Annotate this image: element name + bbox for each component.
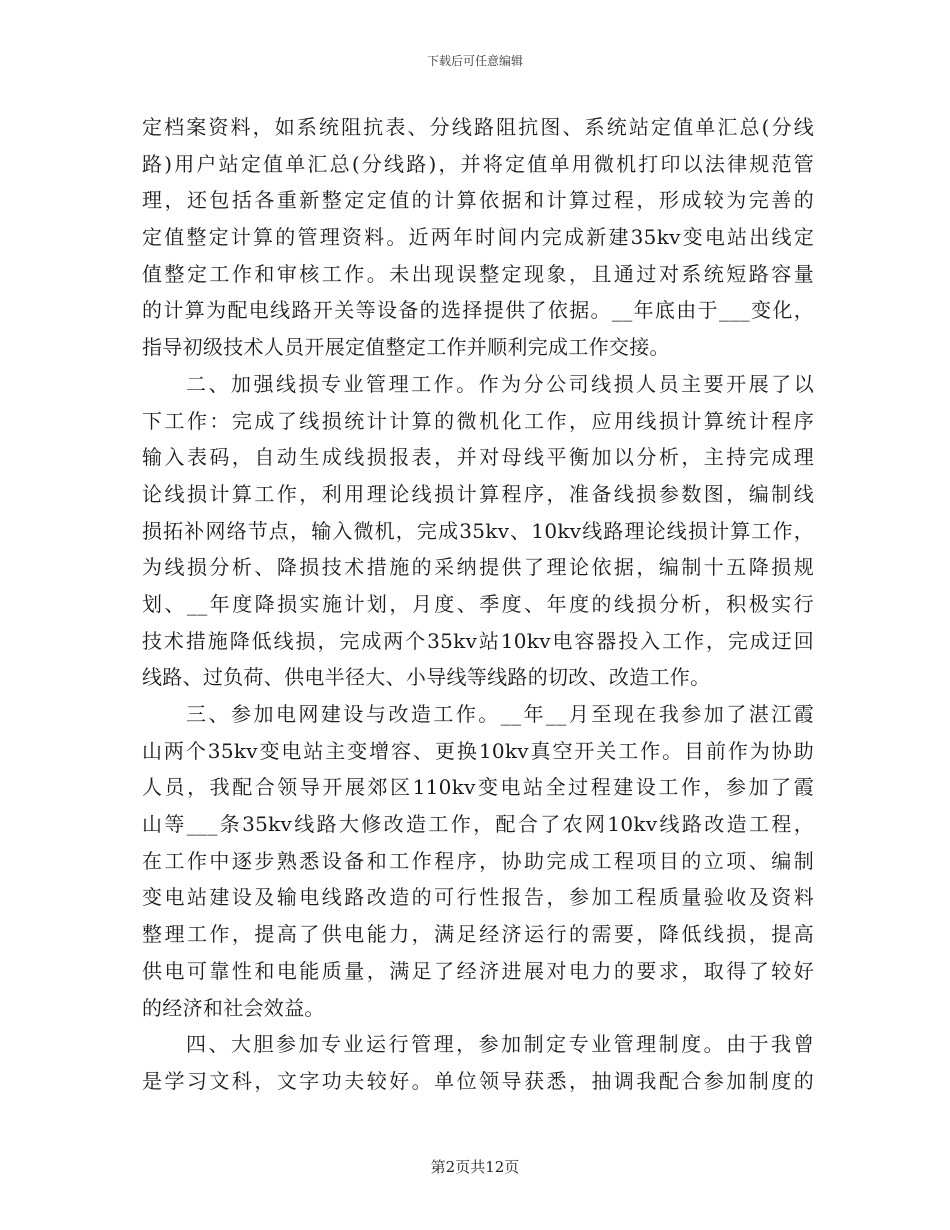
- text-line: 输入表码，自动生成线损报表，并对母线平衡加以分析，主持完成理: [142, 445, 814, 470]
- text-line: 划、__年度降损实施计划，月度、季度、年度的线损分析，积极实行: [142, 591, 814, 616]
- text-line: 的经济和社会效益。: [142, 995, 325, 1020]
- text-line: 定值整定计算的管理资料。近两年时间内完成新建35kv变电站出线定: [142, 225, 814, 250]
- paragraph-start-line: 四、大胆参加专业运行管理，参加制定专业管理制度。由于我曾: [186, 1032, 814, 1057]
- text-line: 值整定工作和审核工作。未出现误整定现象，且通过对系统短路容量: [142, 261, 814, 286]
- text-line: 是学习文科，文字功夫较好。单位领导获悉，抽调我配合参加制度的: [142, 1068, 814, 1093]
- text-line: 人员，我配合领导开展郊区110kv变电站全过程建设工作，参加了霞: [142, 775, 814, 800]
- paragraph-start-line: 二、加强线损专业管理工作。作为分公司线损人员主要开展了以: [186, 371, 814, 396]
- page-header: 下载后可任意编辑: [426, 54, 523, 68]
- text-line: 线路、过负荷、供电半径大、小导线等线路的切改、改造工作。: [142, 665, 711, 690]
- paragraph-start-line: 三、参加电网建设与改造工作。__年__月至现在我参加了湛江霞: [186, 702, 814, 726]
- text-line: 的计算为配电线路开关等设备的选择提供了依据。__年底由于___变化，: [142, 298, 814, 323]
- text-line: 山等___条35kv线路大修改造工作，配合了农网10kv线路改造工程，: [142, 812, 814, 837]
- text-line: 整理工作，提高了供电能力，满足经济运行的需要，降低线损，提高: [142, 922, 814, 947]
- text-line: 指导初级技术人员开展定值整定工作并顺利完成工作交接。: [142, 335, 670, 360]
- document-body: [142, 109, 814, 1100]
- text-line: 山两个35kv变电站主变增容、更换10kv真空开关工作。目前作为协助: [142, 738, 814, 763]
- text-line: 技术措施降低线损，完成两个35kv站10kv电容器投入工作，完成迂回: [142, 628, 814, 653]
- text-line: 变电站建设及输电线路改造的可行性报告，参加工程质量验收及资料: [142, 885, 814, 910]
- text-line: 在工作中逐步熟悉设备和工作程序，协助完成工程项目的立项、编制: [142, 848, 814, 873]
- text-line: 下工作：完成了线损统计计算的微机化工作，应用线损计算统计程序: [142, 408, 814, 433]
- text-line: 理，还包括各重新整定定值的计算依据和计算过程，形成较为完善的: [142, 188, 814, 213]
- text-line: 路)用户站定值单汇总(分线路)，并将定值单用微机打印以法律规范管: [142, 151, 814, 176]
- text-line: 论线损计算工作，利用理论线损计算程序，准备线损参数图，编制线: [142, 481, 814, 506]
- page-footer: 第2页共12页: [430, 1158, 520, 1176]
- text-line: 定档案资料，如系统阻抗表、分线路阻抗图、系统站定值单汇总(分线: [142, 115, 814, 139]
- text-line: 损拓补网络节点，输入微机，完成35kv、10kv线路理论线损计算工作，: [142, 518, 814, 543]
- text-line: 供电可靠性和电能质量，满足了经济进展对电力的要求，取得了较好: [142, 958, 814, 983]
- text-line: 为线损分析、降损技术措施的采纳提供了理论依据，编制十五降损规: [142, 555, 814, 580]
